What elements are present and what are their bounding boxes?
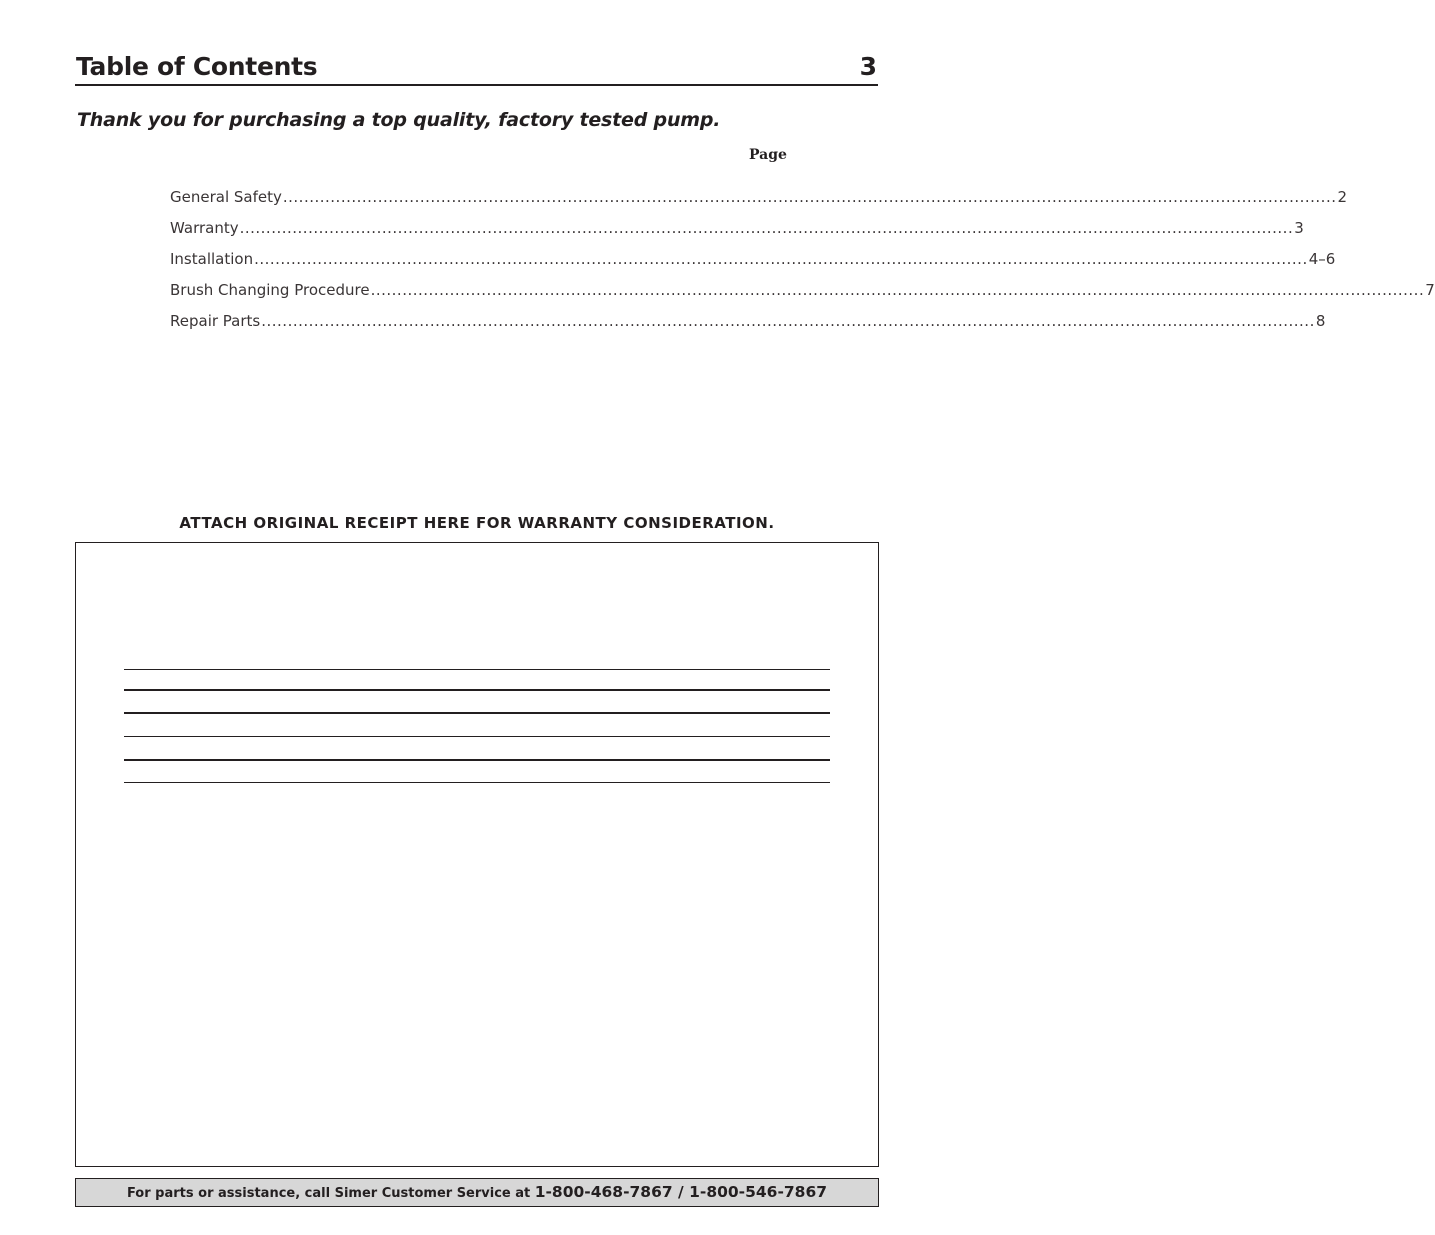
receipt-heading: ATTACH ORIGINAL RECEIPT HERE FOR WARRANTY CONSIDERATION. xyxy=(179,514,775,532)
toc-item-page: 3 xyxy=(1294,219,1304,237)
toc-item-label: Installation xyxy=(170,250,254,268)
thank-you-subtitle: Thank you for purchasing a top quality, factory tested pump. xyxy=(77,109,721,131)
toc-item-warranty[interactable] xyxy=(170,219,1304,250)
dot-leader: ........................................................................................................................................................................................................ xyxy=(239,219,1294,237)
footer-bar xyxy=(75,1178,879,1207)
footer-phone-numbers: 1-800-468-7867 / 1-800-546-7867 xyxy=(534,1183,828,1201)
toc-item-page: 7 xyxy=(1425,281,1435,299)
toc-item-label: General Safety xyxy=(170,188,282,206)
footer-text: For parts or assistance, call Simer Customer Service at xyxy=(126,1186,531,1201)
toc-item-general-safety[interactable] xyxy=(170,188,1348,219)
page-title: Table of Contents xyxy=(76,52,318,81)
receipt-line xyxy=(124,689,830,691)
toc-item-page: 4–6 xyxy=(1308,250,1336,268)
toc-item-installation[interactable] xyxy=(170,250,1336,281)
dot-leader: ........................................................................................................................................................................................................ xyxy=(261,312,1315,330)
receipt-line xyxy=(124,712,830,714)
toc-item-page: 8 xyxy=(1315,312,1326,330)
receipt-line xyxy=(124,736,830,737)
toc-item-page: 2 xyxy=(1337,188,1348,206)
page-header xyxy=(75,50,878,86)
toc-item-repair-parts[interactable] xyxy=(170,312,1326,343)
receipt-line xyxy=(124,759,830,761)
receipt-line xyxy=(124,782,830,783)
toc-item-label: Warranty xyxy=(170,219,239,237)
receipt-attach-area xyxy=(75,542,879,1167)
page-number: 3 xyxy=(859,52,877,81)
dot-leader: ........................................................................................................................................................................................................ xyxy=(282,188,1337,206)
dot-leader: ........................................................................................................................................................................................................ xyxy=(254,250,1308,268)
toc-item-brush-changing[interactable] xyxy=(170,281,1435,312)
toc-page-column-label: Page xyxy=(749,147,787,163)
toc-item-label: Repair Parts xyxy=(170,312,261,330)
receipt-line xyxy=(124,669,830,670)
dot-leader: ........................................................................................................................................................................................................ xyxy=(370,281,1425,299)
toc-item-label: Brush Changing Procedure xyxy=(170,281,370,299)
table-of-contents xyxy=(170,188,1435,343)
